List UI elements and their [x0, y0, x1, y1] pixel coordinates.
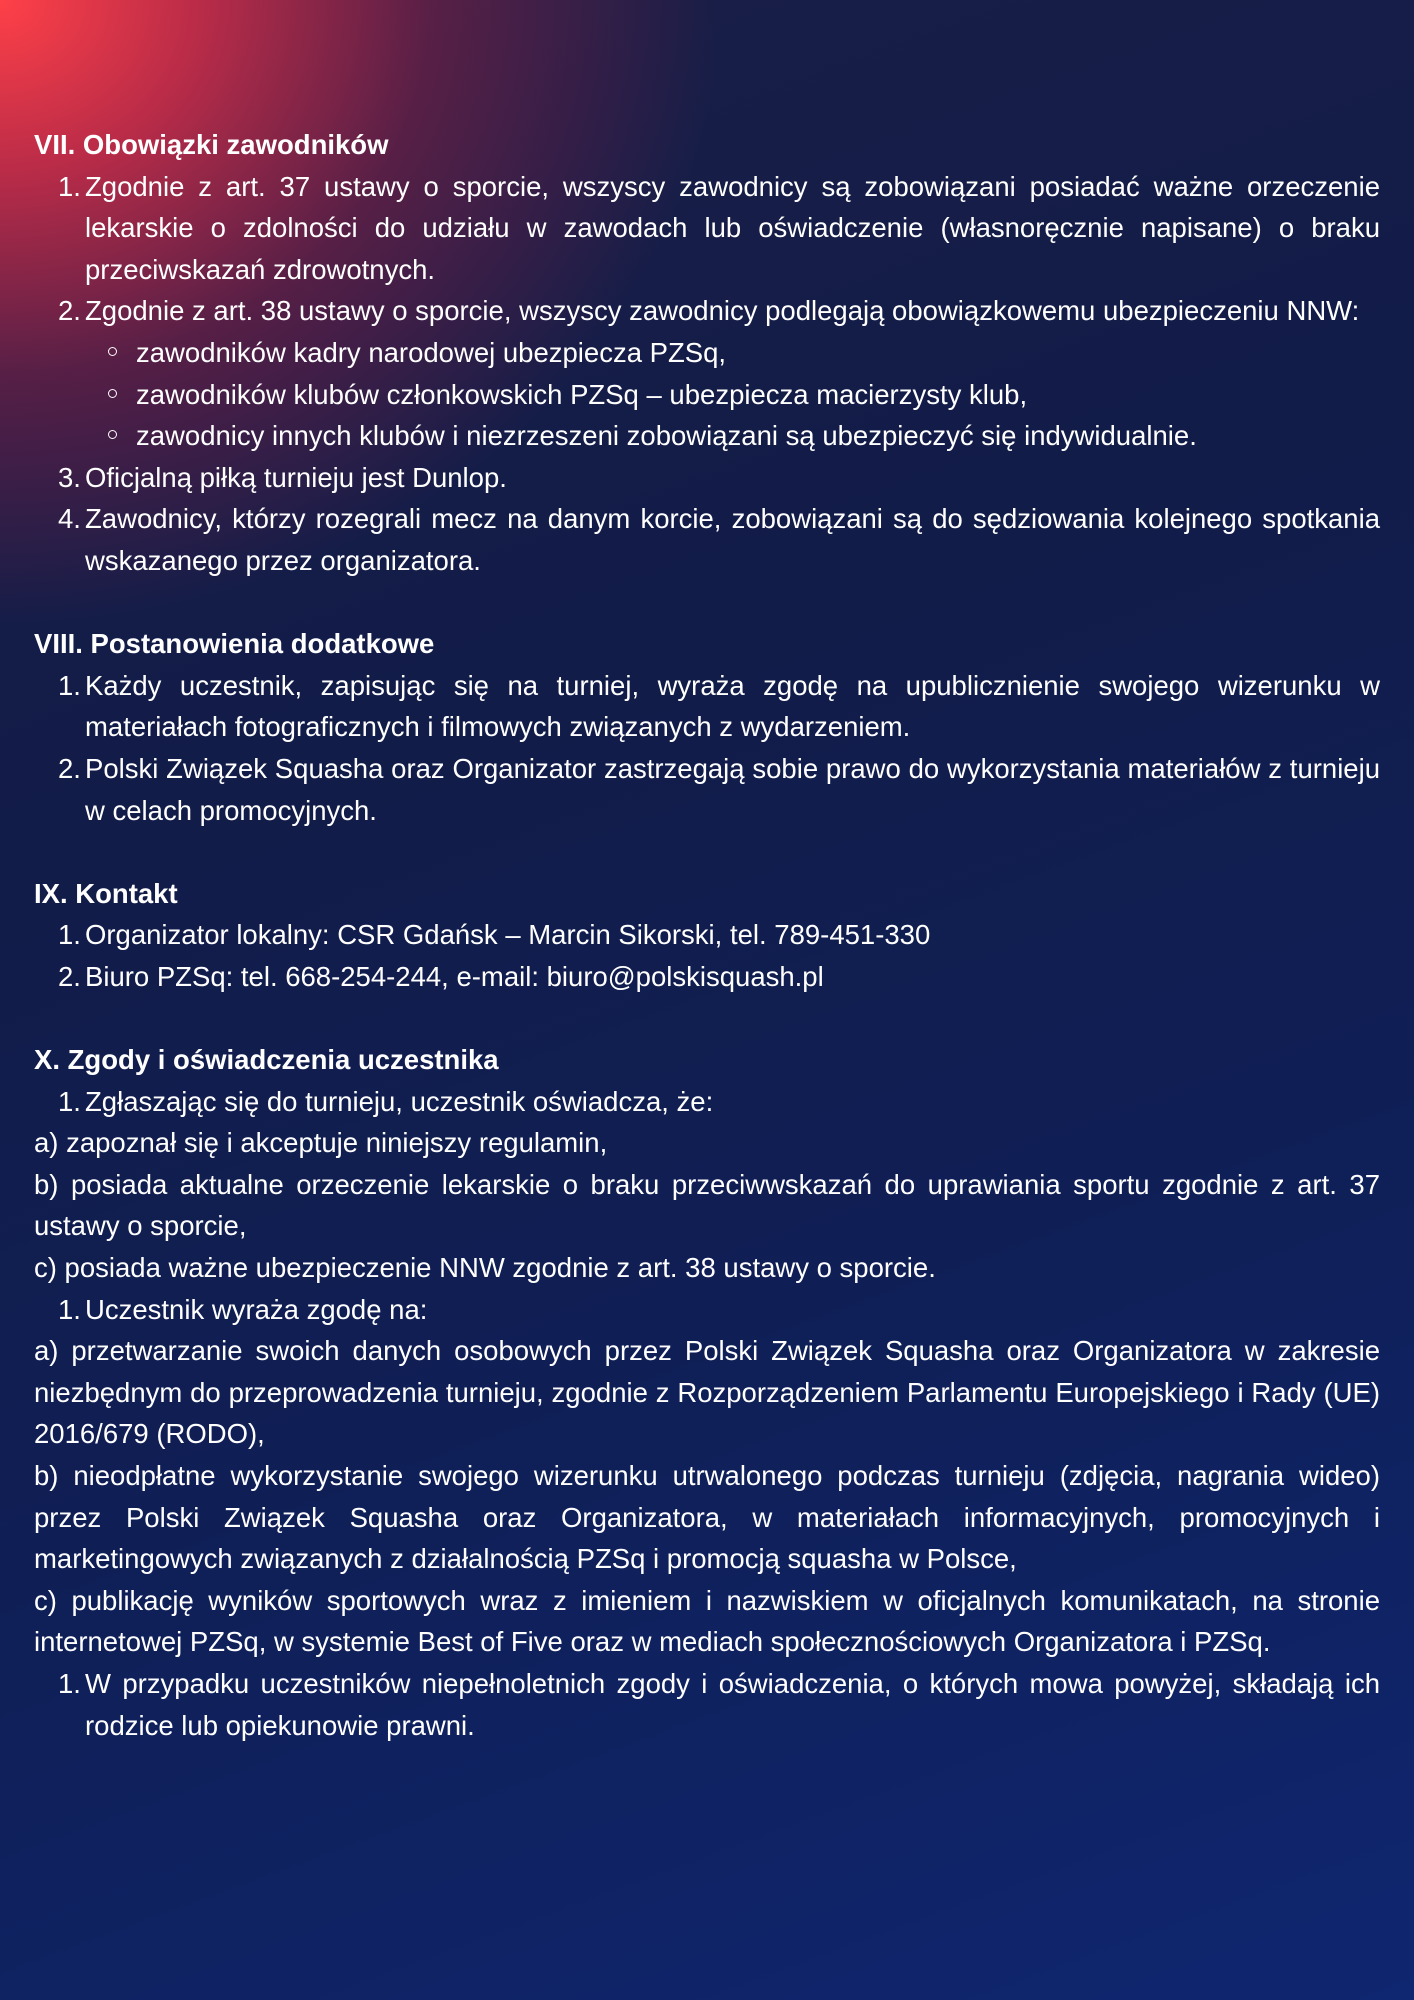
- consent-paragraph: b) nieodpłatne wykorzystanie swojego wizerunku utrwalonego podczas turnieju (zdjęcia, nagrania wideo) przez Polski Związek Squasha oraz Organizatora, w materiałach informacyjnych, promocyjnych i marketingowych związanych z działalnością PZSq i promocją squasha w Polsce,: [34, 1460, 1380, 1575]
- sub-item-text: zawodników kadry narodowej ubezpiecza PZSq,: [136, 336, 727, 368]
- statement-paragraph: b) posiada aktualne orzeczenie lekarskie o braku przeciwwskazań do uprawiania sportu zgodnie z art. 37 ustawy o sporcie,: [34, 1168, 1380, 1242]
- document: [34, 124, 1380, 1788]
- section-postanowienia: [34, 623, 1380, 831]
- item-number: 1.: [58, 669, 81, 701]
- list-item: [34, 290, 1380, 456]
- item-text: Oficjalną piłką turnieju jest Dunlop.: [85, 461, 507, 493]
- list-item: [34, 1663, 1380, 1746]
- sub-list-item: [85, 332, 1380, 374]
- statement-paragraph: a) zapoznał się i akceptuje niniejszy regulamin,: [34, 1127, 608, 1159]
- section-title: VII. Obowiązki zawodników: [34, 129, 389, 160]
- list-item: [34, 956, 1380, 998]
- consent-paragraph: a) przetwarzanie swoich danych osobowych przez Polski Związek Squasha oraz Organizatora w zakresie niezbędnym do przeprowadzenia turnieju, zgodnie z Rozporządzeniem Parlamentu Europejskiego i Rady (UE) 2016/679 (RODO),: [34, 1335, 1380, 1450]
- numbered-list: [34, 166, 1380, 582]
- section-title: X. Zgody i oświadczenia uczestnika: [34, 1044, 499, 1076]
- numbered-list: [34, 665, 1380, 831]
- item-text: Zawodnicy, którzy rozegrali mecz na danym korcie, zobowiązani są do sędziowania kolejnego spotkania wskazanego przez organizatora.: [85, 503, 1380, 576]
- item-number: 1.: [58, 170, 81, 202]
- item-number: 4.: [58, 503, 81, 535]
- numbered-list: [34, 914, 1380, 997]
- list-item: [34, 457, 1380, 499]
- item-text: Organizator lokalny: CSR Gdańsk – Marcin Sikorski, tel. 789-451-330: [85, 919, 931, 951]
- sub-list: [85, 332, 1380, 457]
- item-number: 3.: [58, 461, 81, 493]
- item-text: Zgodnie z art. 38 ustawy o sporcie, wszyscy zawodnicy podlegają obowiązkowemu ubezpieczeniu NNW:: [85, 295, 1360, 327]
- item-text: Polski Związek Squasha oraz Organizator zastrzegają sobie prawo do wykorzystania materiałów z turnieju w celach promocyjnych.: [85, 752, 1380, 826]
- statement-paragraph: c) posiada ważne ubezpieczenie NNW zgodnie z art. 38 ustawy o sporcie.: [34, 1252, 936, 1284]
- list-item: [34, 748, 1380, 831]
- list-item: [34, 665, 1380, 748]
- section-title: VIII. Postanowienia dodatkowe: [34, 628, 435, 660]
- item-text: W przypadku uczestników niepełnoletnich zgody i oświadczenia, o których mowa powyżej, składają ich rodzice lub opiekunowie prawni.: [85, 1667, 1380, 1741]
- sub-list-item: [85, 374, 1380, 416]
- consent-paragraph: c) publikację wyników sportowych wraz z imieniem i nazwiskiem w oficjalnych komunikatach, na stronie internetowej PZSq, w systemie Best of Five oraz w mediach społecznościowych Organizatora i PZSq.: [34, 1584, 1380, 1658]
- circle-bullet-icon: [108, 430, 117, 439]
- section-zgody: [34, 1039, 1380, 1746]
- list-item: [34, 166, 1380, 291]
- item-number: 2.: [58, 295, 81, 327]
- item-number: 1.: [58, 1667, 81, 1699]
- list-item: [34, 1289, 1380, 1331]
- section-obowiazki: [34, 124, 1380, 582]
- item-text: Zgłaszając się do turnieju, uczestnik oświadcza, że:: [85, 1085, 714, 1117]
- circle-bullet-icon: [108, 389, 117, 398]
- sub-item-text: zawodników klubów członkowskich PZSq – ubezpiecza macierzysty klub,: [136, 378, 1028, 410]
- item-text: Zgodnie z art. 37 ustawy o sporcie, wszyscy zawodnicy są zobowiązani posiadać ważne orzeczenie lekarskie o zdolności do udziału w zawodach lub oświadczenie (własnoręcznie napisane) o braku przeciwskazań zdrowotnych.: [85, 170, 1380, 285]
- item-number: 1.: [58, 919, 81, 951]
- list-item: [34, 498, 1380, 581]
- item-number: 1.: [58, 1293, 81, 1325]
- circle-bullet-icon: [108, 347, 117, 356]
- list-item: [34, 914, 1380, 956]
- sub-item-text: zawodnicy innych klubów i niezrzeszeni zobowiązani są ubezpieczyć się indywidualnie.: [136, 420, 1197, 452]
- item-text: Uczestnik wyraża zgodę na:: [85, 1293, 428, 1325]
- section-title: IX. Kontakt: [34, 877, 178, 909]
- item-text: Biuro PZSq: tel. 668-254-244, e-mail: biuro@polskisquash.pl: [85, 960, 824, 992]
- item-number: 1.: [58, 1085, 81, 1117]
- list-item: [34, 1081, 1380, 1123]
- sub-list-item: [85, 415, 1380, 457]
- item-text: Każdy uczestnik, zapisując się na turniej, wyraża zgodę na upublicznienie swojego wizerunku w materiałach fotograficznych i filmowych związanych z wydarzeniem.: [85, 669, 1380, 743]
- item-number: 2.: [58, 960, 81, 992]
- section-kontakt: [34, 873, 1380, 998]
- item-number: 2.: [58, 752, 81, 784]
